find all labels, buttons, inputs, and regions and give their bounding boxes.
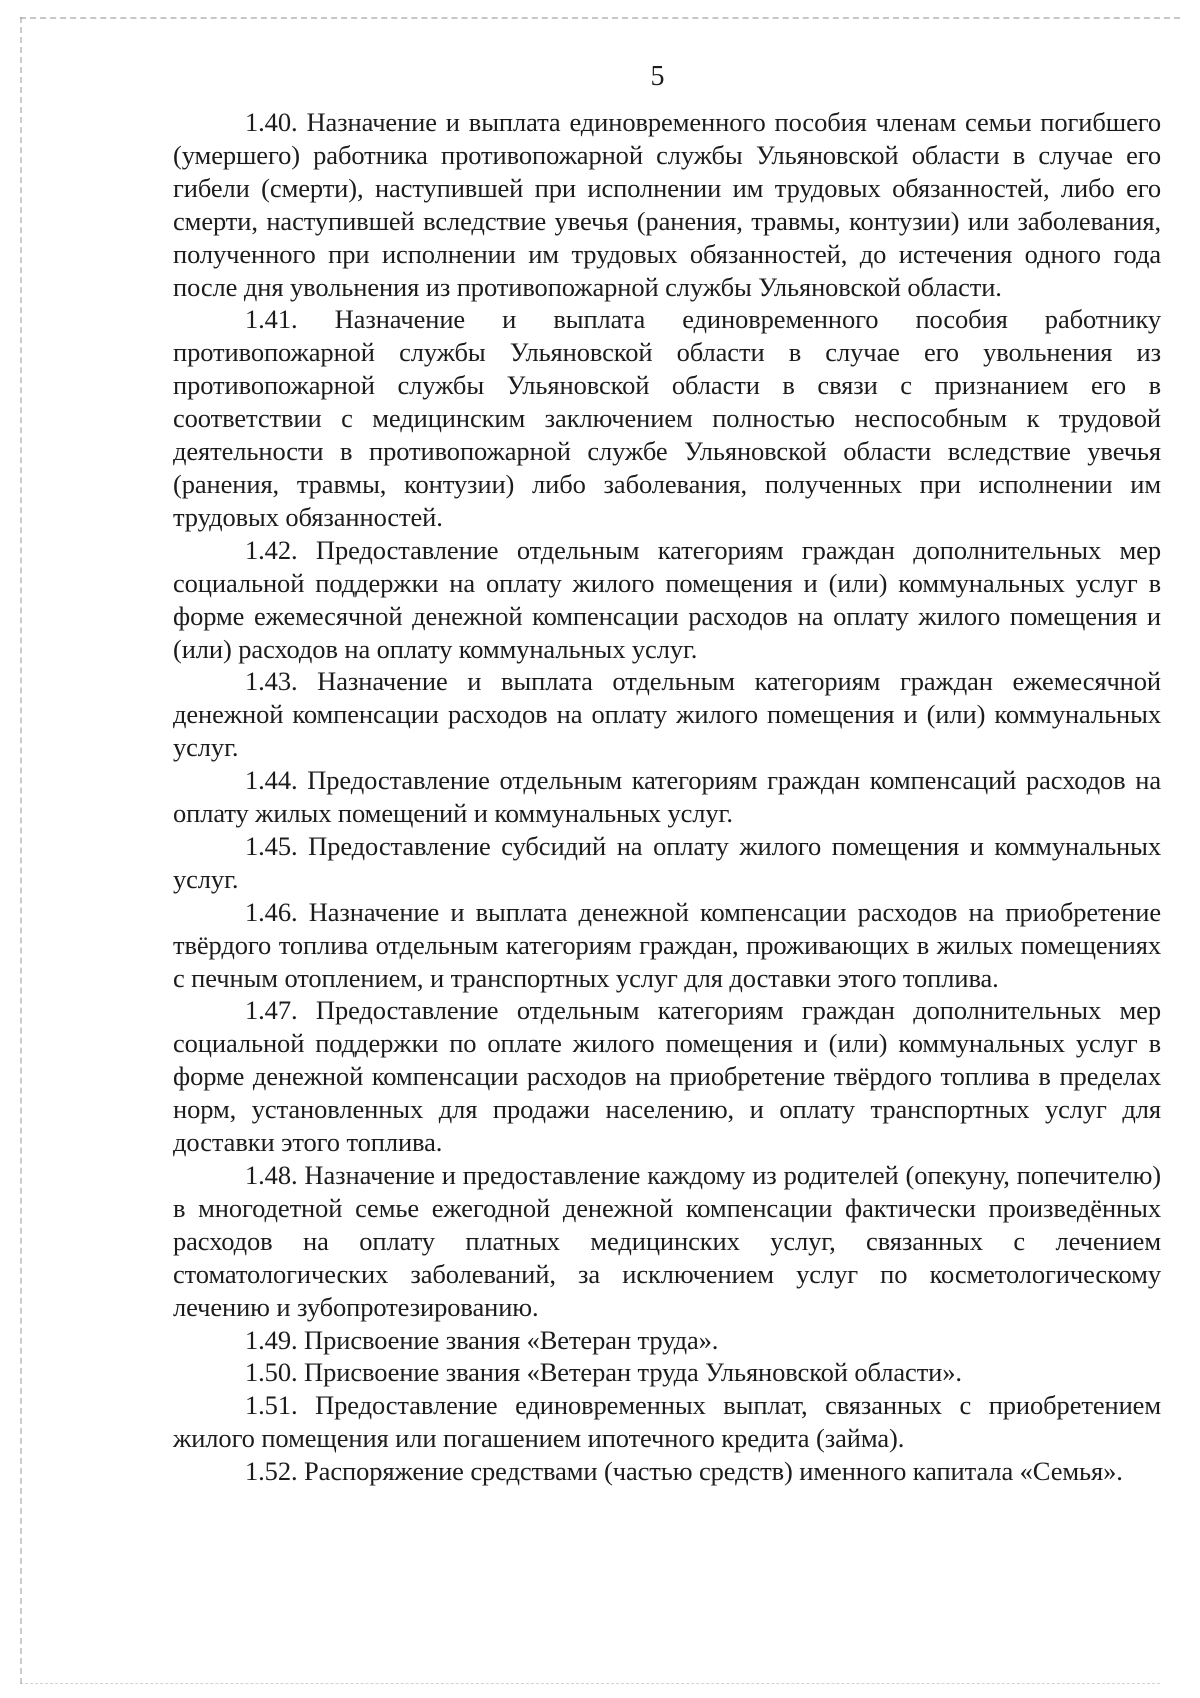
clause-1-46 — [173, 896, 1161, 995]
scan-edge-left — [20, 17, 22, 1684]
clause-number: 1.45. — [245, 830, 298, 861]
clause-number: 1.43. — [245, 666, 298, 697]
clause-number: 1.50. — [245, 1357, 298, 1388]
clause-text: Предоставление отдельным категориям граждан компенсаций расходов на оплату жилых помещений и коммунальных услуг. — [173, 765, 1161, 829]
document-body — [173, 106, 1161, 1488]
clause-text: Предоставление отдельным категориям граждан дополнительных мер социальной поддержки на оплату жилого помещения и (или) коммунальных услуг в форме ежемесячной денежной компенсации расходов на оплату жилого помещения и (или) расходов на оплату коммунальных услуг. — [173, 534, 1161, 664]
scan-edge-top — [20, 17, 1180, 19]
clause-text: Предоставление единовременных выплат, связанных с приобретением жилого помещения или погашением ипотечного кредита (займа). — [173, 1390, 1161, 1454]
clause-1-45 — [173, 830, 1161, 896]
clause-number: 1.48. — [245, 1160, 298, 1190]
clause-1-43 — [173, 665, 1161, 764]
clause-number: 1.46. — [245, 896, 298, 927]
clause-1-41 — [173, 303, 1161, 533]
clause-1-52 — [173, 1455, 1161, 1488]
clause-text: Назначение и выплата отдельным категориям граждан ежемесячной денежной компенсации расходов на оплату жилого помещения и (или) коммунальных услуг. — [173, 666, 1161, 763]
clause-number: 1.41. — [245, 304, 298, 335]
clause-1-44 — [173, 764, 1161, 830]
clause-text: Назначение и выплата единовременного пособия работнику противопожарной службы Ульяновской области в случае его увольнения из противопожарной службы Ульяновской области в связи с признанием его в соответствии с медицинским заключением полностью неспособным к трудовой деятельности в противопожарной службе Ульяновской области вследствие увечья (ранения, травмы, контузии) либо заболевания, полученных при исполнении им трудовых обязанностей. — [173, 304, 1161, 532]
page-number: 5 — [650, 61, 665, 92]
clause-number: 1.52. — [245, 1456, 298, 1487]
scan-edge-bottom — [20, 1683, 1160, 1684]
clause-1-49 — [173, 1324, 1161, 1357]
clause-text: Назначение и предоставление каждому из родителей (опекуну, попечителю) в многодетной семье ежегодной денежной компенсации фактически произведённых расходов на оплату платных медицинских услуг, связанных с лечением стоматологических заболеваний, за исключением услуг по косметологическому лечению и зубопротезированию. — [173, 1160, 1161, 1322]
clause-text: Распоряжение средствами (частью средств) именного капитала «Семья». — [304, 1456, 1123, 1487]
clause-number: 1.49. — [245, 1324, 298, 1355]
clause-1-48 — [173, 1159, 1161, 1324]
clause-text: Предоставление субсидий на оплату жилого помещения и коммунальных услуг. — [173, 830, 1161, 894]
clause-1-51 — [173, 1389, 1161, 1455]
clause-number: 1.51. — [245, 1390, 298, 1421]
clause-number: 1.40. — [245, 107, 298, 137]
clause-text: Присвоение звания «Ветеран труда Ульяновской области». — [304, 1357, 962, 1388]
clause-text: Назначение и выплата единовременного пособия членам семьи погибшего (умершего) работника противопожарной службы Ульяновской области в случае его гибели (смерти), наступившей при исполнении им трудовых обязанностей, либо его смерти, наступившей вследствие увечья (ранения, травмы, контузии) или заболевания, полученного при исполнении им трудовых обязанностей, до истечения одного года после дня увольнения из противопожарной службы Ульяновской области. — [173, 107, 1162, 302]
clause-1-50 — [173, 1356, 1161, 1389]
clause-1-42 — [173, 534, 1161, 666]
clause-text: Присвоение звания «Ветеран труда». — [304, 1324, 719, 1355]
clause-number: 1.47. — [245, 995, 298, 1026]
clause-number: 1.42. — [245, 534, 298, 565]
clause-1-47 — [173, 994, 1161, 1159]
clause-number: 1.44. — [245, 765, 298, 796]
clause-1-40 — [173, 106, 1161, 303]
clause-text: Назначение и выплата денежной компенсации расходов на приобретение твёрдого топлива отдельным категориям граждан, проживающих в жилых помещениях с печным отоплением, и транспортных услуг для доставки этого топлива. — [173, 896, 1161, 993]
clause-text: Предоставление отдельным категориям граждан дополнительных мер социальной поддержки по оплате жилого помещения и (или) коммунальных услуг в форме денежной компенсации расходов на приобретение твёрдого топлива в пределах норм, установленных для продажи населению, и оплату транспортных услуг для доставки этого топлива. — [173, 995, 1161, 1158]
